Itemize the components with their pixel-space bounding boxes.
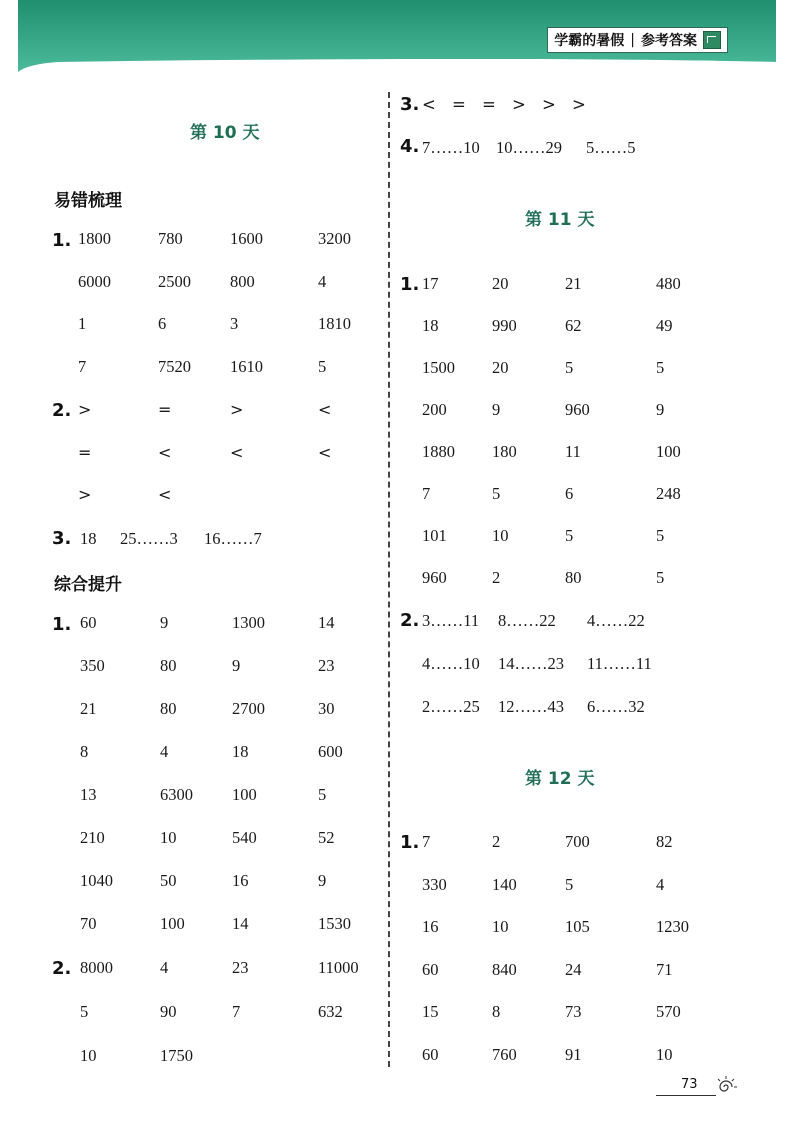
- d12-q1-label: 1.: [400, 832, 420, 853]
- answer-cell: =: [452, 95, 466, 114]
- answer-cell: >: [78, 400, 92, 419]
- answer-cell: 8: [492, 1002, 501, 1021]
- answer-cell: 49: [656, 316, 673, 335]
- answer-cell: 7: [422, 484, 431, 503]
- answer-cell: 3: [230, 314, 239, 333]
- answer-cell: 600: [318, 742, 343, 761]
- answer-cell: 91: [565, 1044, 582, 1064]
- answer-cell: 2700: [232, 699, 265, 718]
- header-title: 学霸的暑假: [554, 33, 625, 49]
- header-title-box: [547, 27, 728, 53]
- answer-cell: 70: [80, 914, 97, 933]
- answer-cell: 1: [78, 314, 87, 333]
- answer-cell: 2500: [158, 271, 191, 291]
- answer-cell: 2……25: [422, 697, 480, 716]
- answer-cell: >: [572, 95, 586, 114]
- answer-cell: 1230: [656, 917, 689, 936]
- answer-cell: 5: [565, 874, 574, 894]
- answer-cell: 1530: [318, 914, 351, 933]
- answer-cell: 6……32: [587, 697, 645, 716]
- answer-cell: 73: [565, 1002, 582, 1021]
- answer-cell: 1810: [318, 314, 351, 333]
- answer-cell: 8000: [80, 958, 113, 977]
- answer-cell: 10: [492, 917, 509, 936]
- answer-cell: 21: [80, 699, 97, 718]
- answer-cell: 5: [318, 785, 327, 804]
- answer-cell: 16: [232, 871, 249, 890]
- answer-cell: 5: [656, 358, 665, 377]
- answer-cell: 5: [656, 568, 665, 587]
- header-subtitle: 参考答案: [641, 33, 697, 49]
- answer-cell: 140: [492, 874, 517, 894]
- answer-cell: 760: [492, 1044, 517, 1064]
- answer-cell: 23: [232, 958, 249, 977]
- q2-label: 2.: [52, 400, 72, 421]
- answer-cell: 1800: [78, 229, 111, 248]
- answer-cell: 10: [160, 828, 177, 847]
- answer-cell: 17: [422, 274, 439, 293]
- answer-cell: 23: [318, 656, 335, 675]
- answer-cell: 5: [656, 526, 665, 545]
- answer-cell: 60: [80, 613, 97, 632]
- answer-cell: 101: [422, 526, 447, 545]
- answer-cell: 105: [565, 917, 590, 936]
- answer-cell: >: [512, 95, 526, 114]
- answer-cell: 210: [80, 828, 105, 847]
- answer-cell: 9: [492, 400, 501, 419]
- answer-cell: 4: [160, 958, 169, 977]
- answer-cell: 100: [232, 785, 257, 804]
- answer-cell: 6300: [160, 785, 193, 804]
- answer-cell: 960: [565, 400, 590, 419]
- answer-cell: 990: [492, 316, 517, 335]
- d11-q2-label: 2.: [400, 610, 420, 631]
- sun-swirl-icon: [713, 1074, 739, 1098]
- answer-cell: 180: [492, 442, 517, 461]
- answer-cell: 80: [565, 568, 582, 587]
- answer-cell: <: [422, 95, 436, 114]
- book-icon: [703, 31, 721, 49]
- answer-cell: =: [158, 400, 172, 419]
- answer-cell: 700: [565, 832, 590, 851]
- right-r3-row: [422, 95, 586, 114]
- answer-cell: 632: [318, 1002, 343, 1021]
- answer-cell: 540: [232, 828, 257, 847]
- answer-cell: >: [78, 485, 92, 504]
- answer-cell: 18: [232, 742, 249, 761]
- answer-cell: 20: [492, 358, 509, 377]
- answer-cell: 5: [492, 484, 501, 503]
- answer-cell: <: [230, 442, 244, 462]
- answer-cell: 6000: [78, 271, 111, 291]
- answer-cell: 4: [656, 874, 665, 894]
- answer-cell: 24: [565, 959, 582, 979]
- answer-cell: 5: [565, 358, 574, 377]
- answer-cell: 4: [160, 742, 169, 761]
- page-number: 73: [681, 1077, 698, 1092]
- answer-cell: 9: [656, 400, 665, 419]
- answer-cell: >: [230, 400, 244, 419]
- answer-cell: 100: [160, 914, 185, 933]
- answer-cell: <: [318, 400, 332, 419]
- answer-cell: 7: [78, 356, 87, 376]
- answer-cell: 1300: [232, 613, 265, 632]
- answer-cell: 7: [232, 1002, 241, 1021]
- right-r4-row: [422, 138, 636, 158]
- answer-cell: 71: [656, 959, 673, 979]
- answer-cell: 11: [565, 442, 581, 461]
- answer-cell: 1610: [230, 356, 263, 376]
- answer-cell: 350: [80, 656, 105, 675]
- answer-cell: 9: [160, 613, 169, 632]
- answer-cell: 25……3: [120, 529, 178, 548]
- answer-cell: 780: [158, 229, 183, 248]
- answer-cell: 9: [318, 871, 327, 890]
- answer-cell: 82: [656, 832, 673, 851]
- answer-cell: =: [482, 95, 496, 114]
- answer-cell: 18: [80, 529, 97, 548]
- answer-cell: 18: [422, 316, 439, 335]
- q1-label: 1.: [52, 230, 72, 251]
- answer-cell: 10……29: [496, 138, 562, 157]
- answer-cell: 5……5: [586, 138, 636, 157]
- answer-cell: 60: [422, 1044, 439, 1064]
- answer-cell: <: [158, 442, 172, 462]
- day-10-title: 第 10 天: [190, 123, 260, 143]
- answer-cell: 570: [656, 1002, 681, 1021]
- answer-cell: 480: [656, 274, 681, 293]
- q3-label: 3.: [52, 528, 72, 549]
- answer-cell: 4……10: [422, 654, 480, 673]
- answer-cell: 52: [318, 828, 335, 847]
- answer-cell: 7: [422, 832, 431, 851]
- r4-label: 4.: [400, 136, 420, 157]
- answer-cell: 960: [422, 568, 447, 587]
- answer-cell: 1500: [422, 358, 455, 377]
- answer-cell: 1040: [80, 871, 113, 890]
- answer-cell: 800: [230, 271, 255, 291]
- answer-cell: 4……22: [587, 611, 645, 630]
- answer-cell: 14: [318, 613, 335, 632]
- day-11-title: 第 11 天: [525, 210, 595, 230]
- answer-cell: 12……43: [498, 697, 564, 716]
- header-separator: |: [630, 32, 635, 48]
- answer-cell: 7……10: [422, 138, 480, 157]
- answer-cell: 90: [160, 1002, 177, 1021]
- answer-cell: 7520: [158, 356, 191, 376]
- answer-cell: 11000: [318, 958, 359, 977]
- answer-cell: 330: [422, 874, 447, 894]
- section-error-review: 易错梳理: [54, 191, 122, 211]
- q5-label: 2.: [52, 958, 72, 979]
- answer-cell: 14……23: [498, 654, 564, 673]
- answer-cell: 13: [80, 785, 97, 804]
- answer-cell: 6: [158, 314, 167, 333]
- answer-cell: 15: [422, 1002, 439, 1021]
- answer-cell: 6: [565, 484, 574, 503]
- answer-cell: 3……11: [422, 611, 480, 630]
- answer-cell: 80: [160, 656, 177, 675]
- column-divider: [388, 92, 390, 1067]
- answer-cell: =: [78, 442, 92, 462]
- answer-cell: 50: [160, 871, 177, 890]
- day-12-title: 第 12 天: [525, 769, 595, 789]
- answer-cell: 5: [318, 356, 327, 376]
- answer-cell: 4: [318, 271, 327, 291]
- answer-cell: 1880: [422, 442, 455, 461]
- answer-cell: 8: [80, 742, 89, 761]
- answer-cell: 5: [565, 526, 574, 545]
- answer-cell: 2: [492, 568, 501, 587]
- answer-cell: 10: [492, 526, 509, 545]
- answer-cell: 248: [656, 484, 681, 503]
- answer-cell: 3200: [318, 229, 351, 248]
- answer-cell: 10: [80, 1046, 97, 1065]
- answer-cell: 16……7: [204, 529, 262, 548]
- answer-cell: >: [542, 95, 556, 114]
- answer-cell: 80: [160, 699, 177, 718]
- answer-cell: 100: [656, 442, 681, 461]
- answer-cell: 21: [565, 274, 582, 293]
- answer-cell: 5: [80, 1002, 89, 1021]
- d11-q1-label: 1.: [400, 274, 420, 295]
- answer-cell: 840: [492, 959, 517, 979]
- answer-cell: 30: [318, 699, 335, 718]
- answer-cell: 2: [492, 832, 501, 851]
- answer-cell: 16: [422, 917, 439, 936]
- answer-cell: 1750: [160, 1046, 193, 1065]
- answer-cell: 200: [422, 400, 447, 419]
- answer-cell: 62: [565, 316, 582, 335]
- answer-cell: 9: [232, 656, 241, 675]
- answer-cell: 8……22: [498, 611, 556, 630]
- answer-cell: <: [158, 485, 172, 504]
- page-number-underline: [656, 1095, 716, 1096]
- left-q3-row: [80, 529, 262, 549]
- answer-cell: 10: [656, 1044, 673, 1064]
- answer-cell: 14: [232, 914, 249, 933]
- section-comprehensive: 综合提升: [54, 575, 122, 595]
- answer-cell: 60: [422, 959, 439, 979]
- r3-label: 3.: [400, 94, 420, 115]
- answer-cell: 1600: [230, 229, 263, 248]
- answer-cell: 11……11: [587, 654, 652, 673]
- answer-cell: <: [318, 442, 332, 462]
- answer-cell: 20: [492, 274, 509, 293]
- q4-label: 1.: [52, 614, 72, 635]
